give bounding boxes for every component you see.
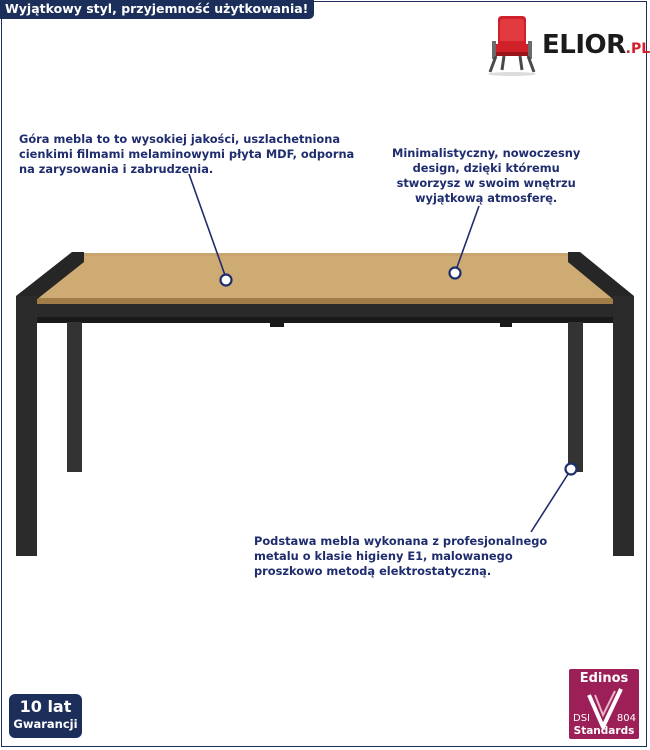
callout-base: Podstawa mebla wykonana z profesjonalnego metalu o klasie higieny E1, malowanego proszkowo metodą elektrostatyczną. [254, 534, 548, 578]
back-left-leg [67, 322, 82, 472]
callout-dot-base[interactable] [566, 464, 577, 475]
warranty-badge: 10 lat Gwarancji [9, 694, 82, 738]
callout-design: Minimalistyczny, nowoczesny design, dzięki któremu stworzysz w swoim wnętrzu wyjątkową atmosferę. [392, 146, 581, 205]
brand-name: ELIOR.PL [542, 30, 650, 60]
callout-dot-right[interactable] [450, 268, 461, 279]
callout-line-base [531, 471, 570, 532]
apron-shadow [30, 317, 622, 323]
apron-clip [500, 321, 512, 327]
apron-clip [270, 321, 284, 327]
tagline-banner: Wyjątkowy styl, przyjemność użytkowania! [0, 0, 314, 19]
callout-dot-top[interactable] [221, 275, 232, 286]
certificate-badge: Edinos DSI 804 Standards [569, 669, 639, 739]
tabletop-edge [20, 298, 634, 304]
callout-tabletop: Góra mebla to to wysokiej jakości, uszlachetniona cienkimi filmami melaminowymi płyta MDF, odporna na zarysowania i zabrudzenia. [19, 132, 355, 176]
tabletop-surface [30, 256, 625, 298]
front-left-leg [16, 296, 37, 556]
front-right-leg [613, 296, 634, 556]
back-right-leg [568, 322, 583, 472]
